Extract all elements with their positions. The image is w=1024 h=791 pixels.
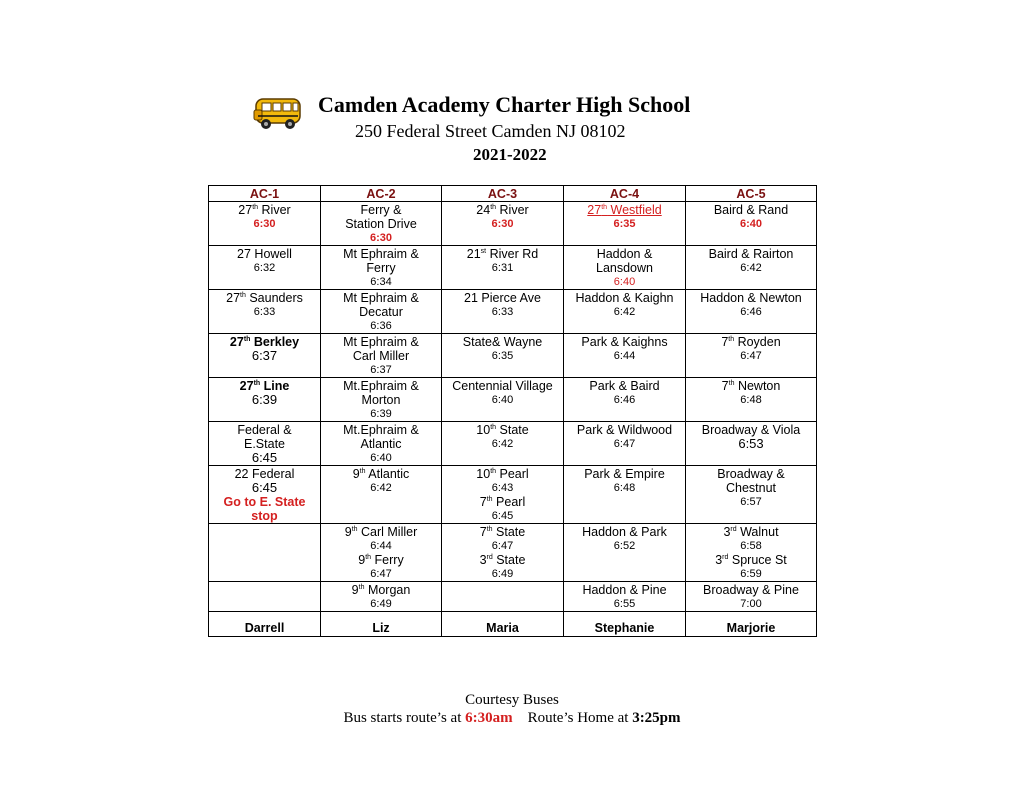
document-header xyxy=(0,0,1024,180)
stop-location: State& Wayne xyxy=(462,335,543,349)
stop-time: 6:49 xyxy=(491,568,514,580)
school-name: Camden Academy Charter High School xyxy=(318,92,691,117)
stop-note: stop xyxy=(251,509,278,523)
stop-location: 10th Pearl xyxy=(476,467,529,481)
stop-cell xyxy=(321,202,442,246)
footer-home-time: 3:25pm xyxy=(632,710,681,726)
stop-time: 6:40 xyxy=(491,394,514,406)
stop-cell xyxy=(564,202,686,246)
stop-cell xyxy=(321,582,442,612)
stop-location: 9th Ferry xyxy=(358,553,404,567)
stop-cell xyxy=(442,524,564,582)
stop-time: 6:44 xyxy=(613,350,636,362)
stop-location: Broadway & Viola xyxy=(701,423,801,437)
stop-location: 7th Pearl xyxy=(479,495,526,509)
stop-time: 6:49 xyxy=(370,598,392,610)
stop-time: 6:48 xyxy=(613,482,636,494)
stop-location: E.State xyxy=(244,437,285,451)
route-header-ac3: AC-3 xyxy=(442,186,564,202)
driver-name: Maria xyxy=(442,612,564,637)
bus-schedule-table xyxy=(208,185,817,637)
stop-time: 6:57 xyxy=(740,496,762,508)
stop-location: 27 Howell xyxy=(237,247,292,261)
stop-time: 6:37 xyxy=(370,364,392,376)
stop-time: 6:40 xyxy=(613,276,636,288)
table-row xyxy=(209,246,817,290)
stop-time: 6:42 xyxy=(491,438,514,450)
stop-location: Ferry & xyxy=(360,203,402,217)
stop-location: Chestnut xyxy=(725,481,777,495)
stop-location: 24th River xyxy=(476,203,529,217)
driver-row xyxy=(209,612,817,637)
stop-location: 27th Berkley xyxy=(229,335,300,349)
stop-location: 27th Westfield xyxy=(587,203,662,217)
stop-cell xyxy=(442,202,564,246)
table-row xyxy=(209,334,817,378)
table-row xyxy=(209,422,817,466)
stop-time: 6:42 xyxy=(740,262,762,274)
stop-time: 6:40 xyxy=(739,218,763,230)
route-header-ac4: AC-4 xyxy=(564,186,686,202)
footer-home-label: Route’s Home at xyxy=(527,710,633,726)
stop-cell xyxy=(564,334,686,378)
stop-location: 9th Carl Miller xyxy=(344,525,418,539)
stop-time: 6:39 xyxy=(251,392,278,407)
stop-location: Centennial Village xyxy=(452,379,553,393)
stop-time: 6:47 xyxy=(370,568,392,580)
stop-location: 21 Pierce Ave xyxy=(464,291,541,305)
stop-time: 6:30 xyxy=(253,218,276,230)
route-header-row xyxy=(209,186,817,202)
stop-location: Mt.Ephraim & xyxy=(343,423,419,437)
stop-time: 6:40 xyxy=(370,452,392,464)
table-row xyxy=(209,582,817,612)
footer-route-times xyxy=(0,710,1024,727)
stop-cell xyxy=(321,378,442,422)
stop-cell xyxy=(209,422,321,466)
stop-cell xyxy=(321,524,442,582)
stop-time: 6:46 xyxy=(613,394,636,406)
stop-location: Park & Wildwood xyxy=(576,423,673,437)
stop-time: 6:33 xyxy=(253,306,276,318)
stop-cell xyxy=(442,334,564,378)
stop-location: 27th River xyxy=(238,203,291,217)
footer-start-time: 6:30am xyxy=(465,710,513,726)
stop-location: Park & Empire xyxy=(584,467,665,481)
stop-location: 7th State xyxy=(479,525,526,539)
stop-cell xyxy=(442,290,564,334)
stop-location: Morton xyxy=(361,393,401,407)
table-row xyxy=(209,290,817,334)
stop-cell xyxy=(686,378,817,422)
stop-cell xyxy=(209,246,321,290)
stop-time: 6:47 xyxy=(740,350,762,362)
stop-cell xyxy=(209,466,321,524)
stop-time: 6:33 xyxy=(491,306,514,318)
stop-time: 6:47 xyxy=(613,438,636,450)
stop-cell xyxy=(686,582,817,612)
stop-location: Decatur xyxy=(359,305,403,319)
stop-time: 6:35 xyxy=(491,350,514,362)
stop-time: 6:55 xyxy=(613,598,636,610)
stop-location: 7th Newton xyxy=(721,379,781,393)
stop-location: Mt Ephraim & xyxy=(343,247,419,261)
stop-cell xyxy=(321,290,442,334)
route-header-ac2: AC-2 xyxy=(321,186,442,202)
stop-location: Haddon & Park xyxy=(582,525,667,539)
stop-location: Federal & xyxy=(237,423,292,437)
stop-time: 6:52 xyxy=(613,540,636,552)
stop-location: 3rd Spruce St xyxy=(715,553,787,567)
stop-location: Baird & Rand xyxy=(713,203,789,217)
stop-location: Park & Kaighns xyxy=(581,335,668,349)
stop-location: 7th Royden xyxy=(721,335,781,349)
stop-location: 10th State xyxy=(476,423,529,437)
stop-time: 6:45 xyxy=(251,450,278,465)
stop-location: 27th Saunders xyxy=(226,291,303,305)
stop-cell xyxy=(321,466,442,524)
stop-cell xyxy=(686,290,817,334)
stop-time: 6:43 xyxy=(491,482,514,494)
stop-time: 6:53 xyxy=(738,436,764,451)
route-header-ac5: AC-5 xyxy=(686,186,817,202)
stop-time: 6:42 xyxy=(370,482,392,494)
stop-cell xyxy=(564,582,686,612)
stop-location: Haddon & Newton xyxy=(700,291,802,305)
driver-name: Marjorie xyxy=(686,612,817,637)
stop-time: 6:31 xyxy=(491,262,514,274)
stop-cell xyxy=(686,422,817,466)
stop-cell-empty xyxy=(209,524,321,582)
stop-time: 6:37 xyxy=(251,348,278,363)
stop-time: 6:44 xyxy=(370,540,392,552)
stop-location: Station Drive xyxy=(345,217,417,231)
stop-cell xyxy=(564,466,686,524)
footer-courtesy: Courtesy Buses xyxy=(465,692,559,708)
stop-time: 6:48 xyxy=(740,394,762,406)
stop-location: Park & Baird xyxy=(589,379,660,393)
stop-cell xyxy=(209,202,321,246)
stop-time: 6:59 xyxy=(740,568,762,580)
stop-location: 3rd Walnut xyxy=(723,525,779,539)
stop-location: 9th Atlantic xyxy=(352,467,410,481)
stop-cell xyxy=(686,466,817,524)
stop-cell xyxy=(564,422,686,466)
stop-cell xyxy=(321,422,442,466)
stop-location: Mt Ephraim & xyxy=(343,291,419,305)
stop-time: 6:35 xyxy=(613,218,636,230)
stop-cell-empty xyxy=(209,582,321,612)
table-row xyxy=(209,466,817,524)
driver-name: Liz xyxy=(321,612,442,637)
stop-location: 27th Line xyxy=(239,379,290,393)
stop-time: 6:58 xyxy=(740,540,762,552)
driver-name: Darrell xyxy=(209,612,321,637)
stop-location: 3rd State xyxy=(479,553,526,567)
stop-time: 6:34 xyxy=(370,276,392,288)
stop-note: Go to E. State xyxy=(223,495,306,509)
driver-name: Stephanie xyxy=(564,612,686,637)
school-year: 2021-2022 xyxy=(473,145,547,164)
route-header-ac1: AC-1 xyxy=(209,186,321,202)
stop-cell xyxy=(564,290,686,334)
footer-start-label: Bus starts route’s at xyxy=(343,710,466,726)
table-row xyxy=(209,378,817,422)
school-address: 250 Federal Street Camden NJ 08102 xyxy=(355,121,626,141)
stop-cell xyxy=(442,466,564,524)
stop-location: Haddon & Kaighn xyxy=(575,291,674,305)
stop-cell xyxy=(321,246,442,290)
stop-time: 6:46 xyxy=(740,306,762,318)
stop-time: 6:42 xyxy=(613,306,636,318)
stop-time: 6:45 xyxy=(251,480,278,495)
stop-time: 6:32 xyxy=(253,262,276,274)
stop-cell-empty xyxy=(442,582,564,612)
stop-time: 7:00 xyxy=(740,598,762,610)
stop-cell xyxy=(209,334,321,378)
stop-time: 6:39 xyxy=(370,408,392,420)
stop-location: 22 Federal xyxy=(234,467,295,481)
stop-location: Ferry xyxy=(366,261,396,275)
stop-time: 6:47 xyxy=(491,540,514,552)
stop-cell xyxy=(564,246,686,290)
stop-location: Lansdown xyxy=(596,261,653,275)
stop-cell xyxy=(209,290,321,334)
table-row xyxy=(209,524,817,582)
stop-location: Atlantic xyxy=(360,437,402,451)
stop-cell xyxy=(442,378,564,422)
stop-time: 6:36 xyxy=(370,320,392,332)
stop-time: 6:30 xyxy=(491,218,514,230)
stop-time: 6:45 xyxy=(491,510,514,522)
table-row xyxy=(209,202,817,246)
stop-location: Broadway & xyxy=(717,467,785,481)
school-bus-icon xyxy=(252,92,306,134)
stop-cell xyxy=(686,202,817,246)
stop-time: 6:30 xyxy=(369,232,393,244)
stop-location: Baird & Rairton xyxy=(708,247,794,261)
stop-cell xyxy=(209,378,321,422)
stop-location: Broadway & Pine xyxy=(703,583,799,597)
stop-cell xyxy=(686,246,817,290)
stop-location: Haddon & Pine xyxy=(582,583,667,597)
stop-location: Mt Ephraim & xyxy=(343,335,419,349)
stop-location: Carl Miller xyxy=(352,349,410,363)
stop-cell xyxy=(564,524,686,582)
stop-cell xyxy=(442,422,564,466)
stop-cell xyxy=(564,378,686,422)
stop-cell xyxy=(442,246,564,290)
stop-location: Mt.Ephraim & xyxy=(343,379,419,393)
stop-location: Haddon & xyxy=(596,247,653,261)
stop-cell xyxy=(321,334,442,378)
stop-cell xyxy=(686,524,817,582)
stop-location: 9th Morgan xyxy=(351,583,411,597)
stop-cell xyxy=(686,334,817,378)
stop-location: 21st River Rd xyxy=(466,247,539,261)
